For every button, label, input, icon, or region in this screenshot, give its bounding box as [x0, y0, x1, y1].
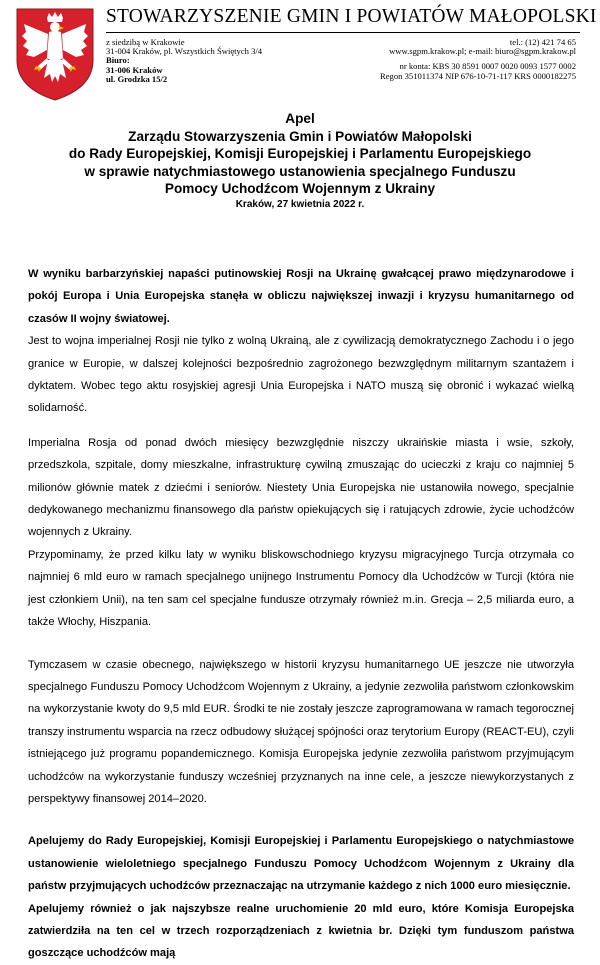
paragraph-5-appeal: Apelujemy do Rady Europejskiej, Komisji Europejskiej i Parlamentu Europejskiego o natychmiastowe ustanowienie wieloletniego specjalnego Funduszu Pomocy Uchodźcom Wojennym z Ukrainy dla państw przyjmujących uchodźców przeznaczając na utrzymanie każdego z nich 1000 euro miesięcznie.	[28, 835, 574, 893]
paragraph-2: Imperialna Rosja od ponad dwóch miesięcy bezwzględnie niszczy ukraińskie miasta i wsie, szkoły, przedszkola, szpitale, domy mieszkalne, infrastrukturę cywilną zmuszając do ucieczki z kraju co najmniej 5 milionów głównie matek z dziećmi i seniorów. Niestety Unia Europejska nie ustanowiła nowego, specjalnie dedykowanego mechanizmu finansowego dla państw opiekujących się i ratujących zdrowie, życie uchodźców wojennych z Ukrainy.	[28, 436, 574, 539]
appeal-title	[0, 110, 600, 211]
office-label: Biuro:	[106, 55, 130, 66]
paragraph-3: Przypominamy, że przed kilku laty w wyniku bliskowschodniego kryzysu migracyjnego Turcja otrzymała co najmniej 6 mld euro w ramach specjalnego unijnego Instrumentu Pomocy dla Uchodźców w Turcji (która nie jest członkiem Unii), na ten sam cel specjalne fundusze otrzymały również m.in. Grecja – 2,5 miliarda euro, a także Włochy, Hiszpania.	[28, 548, 574, 629]
title-line: w sprawie natychmiastowego ustanowienia specjalnego Funduszu	[84, 163, 516, 179]
title-line: Pomocy Uchodźcom Wojennym z Ukrainy	[164, 181, 436, 196]
paragraph-1-bold: W wyniku barbarzyńskiej napaści putinowskiej Rosji na Ukrainę gwałcącej prawo międzynarodowe i pokój Europa i Unia Europejska stanęła w obliczu największej inwazji i kryzysu humanitarnego od czasów II wojny światowej.	[28, 268, 574, 325]
appeal-date: Kraków, 27 kwietnia 2022 r.	[235, 198, 365, 210]
paragraph-1	[28, 263, 574, 330]
paragraph-1-continued: Jest to wojna imperialnej Rosji nie tylko z wolną Ukrainą, ale z cywilizacją demokratycznego Zachodu i o jego granice w Europie, w dalszej kolejności bezpośrednio zagrożonego bezwzględnym militarnym szantażem i dyktatem. Wobec tego aktu rosyjskiej agresji Unia Europejska i NATO muszą się obronić i wykazać wielką solidarność.	[28, 335, 574, 415]
seat-line: z siedzibą w Krakowie	[106, 37, 185, 47]
address-block-left	[106, 38, 262, 84]
office-street-line: ul. Grodzka 15/2	[106, 73, 168, 84]
spacer	[28, 810, 574, 830]
appeal-body	[28, 263, 574, 965]
title-line: Apel	[285, 111, 315, 126]
organization-name: STOWARZYSZENIE GMIN I POWIATÓW MAŁOPOLSKI	[106, 6, 597, 27]
paragraph-4: Tymczasem w czasie obecnego, największego w historii kryzysu humanitarnego UE jeszcze nie utworzyła specjalnego Funduszu Pomocy Uchodźcom Wojennym z Ukrainy, a jedynie zezwoliła państwom członkowskim na wykorzystanie kwoty do 9,5 mld EUR. Środki te nie zostały jeszcze zaprogramowana w ramach tegorocznej transzy instrumentu wsparcia na rzecz odbudowy służącej spójności oraz terytorium Europy (REACT-EU), czyli istniejącego już programu popandemicznego. Komisja Europejska jedynie zezwoliła państwom przyjmującym uchodźców na wykorzystanie funduszy wcześniej przyznanych na inne cele, a jeszcze niewykorzystanych z perspektywy finansowej 2014–2020.	[28, 658, 574, 805]
office-city-line: 31-006 Kraków	[106, 64, 163, 75]
web-email-line: www.sgpm.krakow.pl; e-mail: biuro@sgpm.krakow.pl	[389, 46, 576, 57]
seat-address-line: 31-004 Kraków, pl. Wszystkich Świętych 3/4	[106, 46, 263, 57]
spacer	[28, 420, 574, 432]
header-divider	[106, 32, 580, 33]
phone-line: tel.: (12) 421 74 65	[509, 37, 576, 47]
white-eagle-crest-icon	[14, 6, 96, 102]
bank-account-line: nr konta: KBS 30 8591 0007 0020 0093 1577 0002	[399, 61, 576, 72]
coat-of-arms-logo	[14, 6, 96, 102]
title-line: Zarządu Stowarzyszenia Gmin i Powiatów Małopolski	[128, 128, 472, 144]
registry-numbers-line: Regon 351011374 NIP 676-10-71-117 KRS 0000182275	[380, 70, 576, 81]
paragraph-6-appeal: Apelujemy również o jak najszybsze realne uruchomienie 20 mld euro, które Komisja Europejska zatwierdziła na ten cel w trzech rozporządzeniach z kwietnia br. Dzięki tym funduszom państwa goszczące uchodźców mają	[28, 902, 574, 960]
spacer	[28, 634, 574, 654]
address-block-right	[380, 38, 576, 81]
title-line: do Rady Europejskiej, Komisji Europejskiej i Parlamentu Europejskiego	[68, 146, 532, 161]
